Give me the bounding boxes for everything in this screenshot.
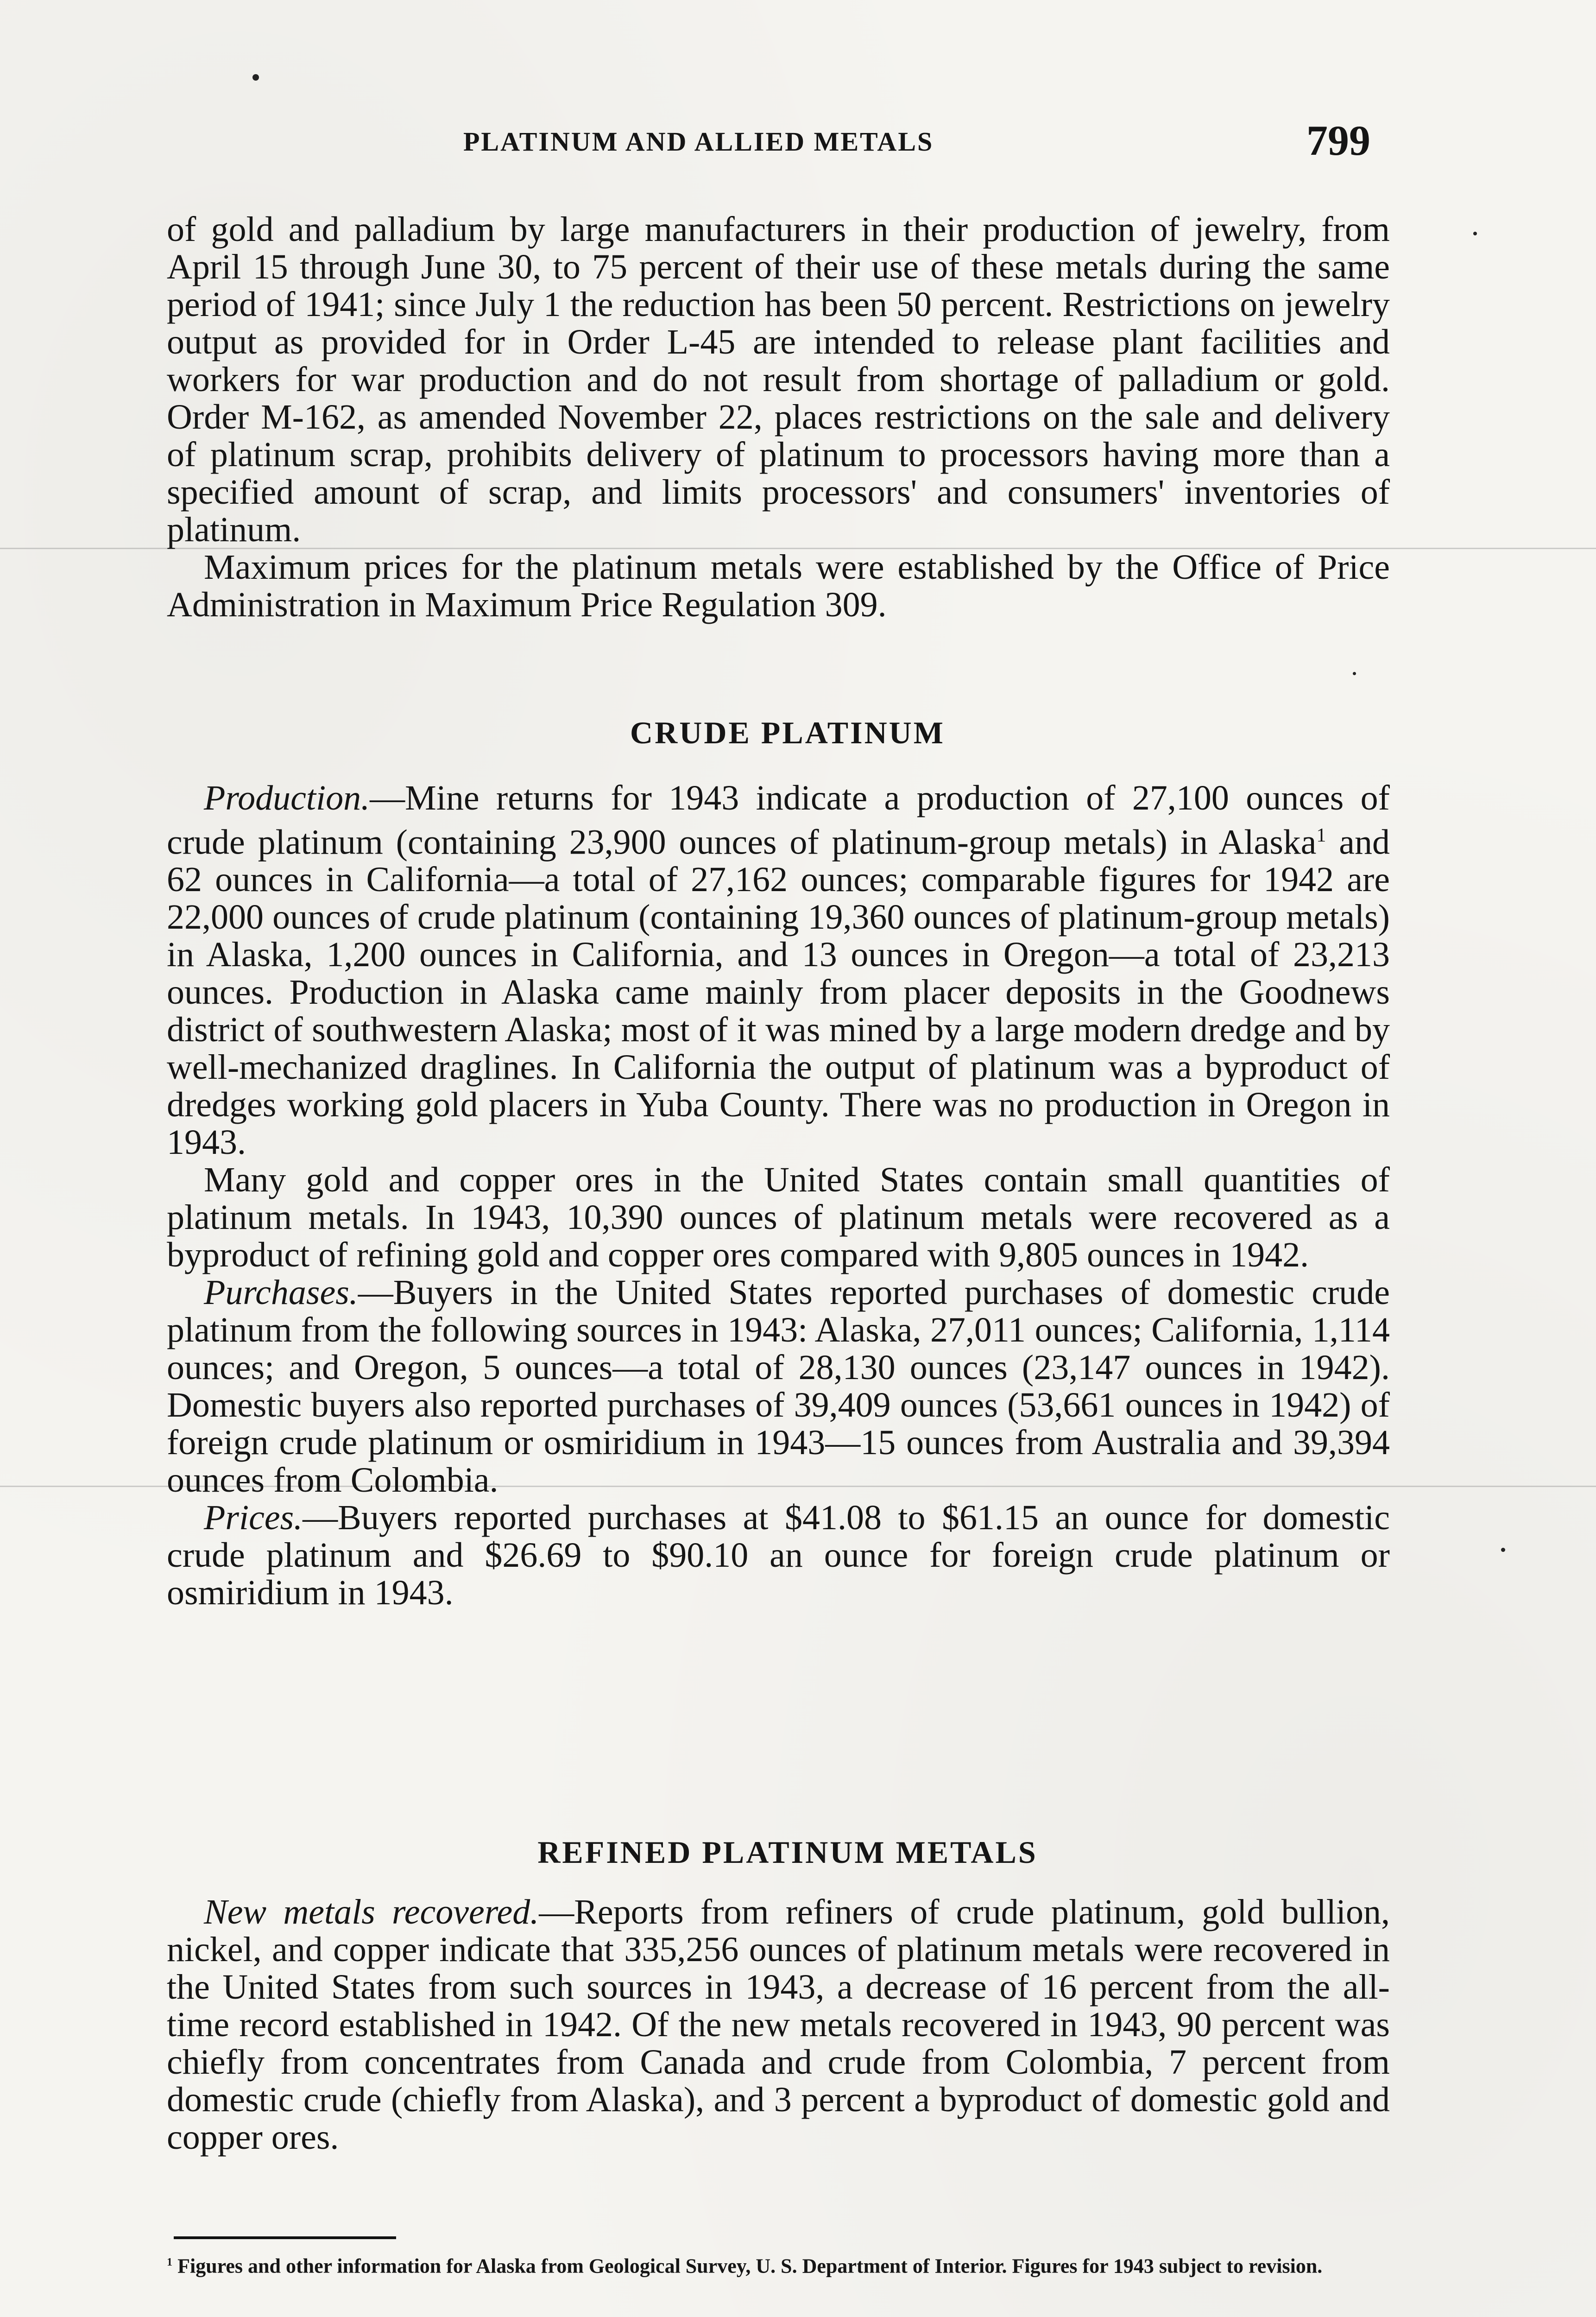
footnote-text: Figures and other information for Alaska from Geological Survey, U. S. Department of Interior. Figures for 1943 subject to revision. (172, 2254, 1323, 2278)
refined-platinum-heading: REFINED PLATINUM METALS (537, 1835, 1038, 1870)
production-paragraph (167, 779, 1390, 1161)
byproduct-paragraph: Many gold and copper ores in the United States contain small quantities of platinum metals. In 1943, 10,390 ounces of platinum metals were recovered as a byproduct of refining gold and copper ores compared with 9,805 ounces in 1942. (167, 1160, 1390, 1275)
footnote-reference: 1 (1316, 825, 1326, 846)
running-header-title: PLATINUM AND ALLIED METALS (463, 127, 934, 157)
purchases-label: Purchases. (204, 1273, 358, 1312)
page-number: 799 (1306, 117, 1370, 164)
production-text-b: and 62 ounces in California—a total of 27,162 ounces; comparable figures for 1942 are 22,000 ounces of crude platinum (containing 19,360 ounces of platinum-group metals) in Alaska, 1,200 ounces in California, and 13 ounces in Oregon—a total of 23,213 ounces. Production in Alaska came mainly from placer deposits in the Goodnews district of southwestern Alaska; most of it was mined by a large modern dredge and by well-mechanized draglines. In California the output of platinum was a byproduct of dredges working gold placers in Yuba County. There was no production in Oregon in 1943. (167, 823, 1390, 1162)
new-metals-paragraph (167, 1893, 1390, 2156)
crude-platinum-section (167, 779, 1390, 1612)
intro-section (167, 211, 1390, 624)
new-metals-label: New metals recovered. (204, 1893, 539, 1931)
footnote-marker: 1 (167, 2256, 173, 2268)
scan-speck (252, 74, 259, 81)
scan-speck (1353, 672, 1356, 675)
prices-paragraph (167, 1499, 1390, 1612)
intro-paragraph-2: Maximum prices for the platinum metals were established by the Office of Price Administration in Maximum Price Regulation 309. (167, 548, 1390, 624)
intro-paragraph-1: of gold and palladium by large manufacturers in their production of jewelry, from April 15 through June 30, to 75 percent of their use of these metals during the same period of 1941; since July 1 the reduction has been 50 percent. Restrictions on jewelry output as provided for in Order L-45 are intended to release plant facilities and workers for war production and do not result from shortage of palladium or gold. Order M-162, as amended November 22, places restrictions on the sale and delivery of platinum scrap, prohibits delivery of platinum to processors having more than a specified amount of scrap, and limits processors' and consumers' inventories of platinum. (167, 210, 1390, 549)
purchases-text: —Buyers in the United States reported purchases of domestic crude platinum from the following sources in 1943: Alaska, 27,011 ounces; California, 1,114 ounces; and Oregon, 5 ounces—a total of 28,130 ounces (23,147 ounces in 1942). Domestic buyers also reported purchases of 39,409 ounces (53,661 ounces in 1942) of foreign crude platinum or osmiridium in 1943—15 ounces from Australia and 39,394 ounces from Colombia. (167, 1273, 1390, 1500)
refined-platinum-section (167, 1893, 1390, 2156)
prices-label: Prices. (204, 1498, 303, 1538)
crude-platinum-heading: CRUDE PLATINUM (630, 715, 945, 750)
footnote-divider (174, 2236, 396, 2239)
prices-text: —Buyers reported purchases at $41.08 to $61.15 an ounce for domestic crude platinum and $26.69 to $90.10 an ounce for foreign crude platinum or osmiridium in 1943. (167, 1498, 1390, 1613)
scan-speck (1501, 1548, 1505, 1552)
production-label: Production. (204, 779, 370, 817)
footnote (167, 2250, 1397, 2279)
purchases-paragraph (167, 1274, 1390, 1499)
scan-speck (1473, 232, 1477, 235)
new-metals-text: —Reports from refiners of crude platinum, gold bullion, nickel, and copper indicate that 335,256 ounces of platinum metals were recovered in the United States from such sources in 1943, a decrease of 16 percent from the all-time record established in 1942. Of the new metals recovered in 1943, 90 percent was chiefly from concentrates from Canada and crude from Colombia, 7 percent from domestic crude (chiefly from Alaska), and 3 percent a byproduct of domestic gold and copper ores. (167, 1893, 1390, 2157)
production-text-a: —Mine returns for 1943 indicate a production of 27,100 ounces of crude platinum (containing 23,900 ounces of platinum-group metals) in Alaska (167, 779, 1390, 862)
